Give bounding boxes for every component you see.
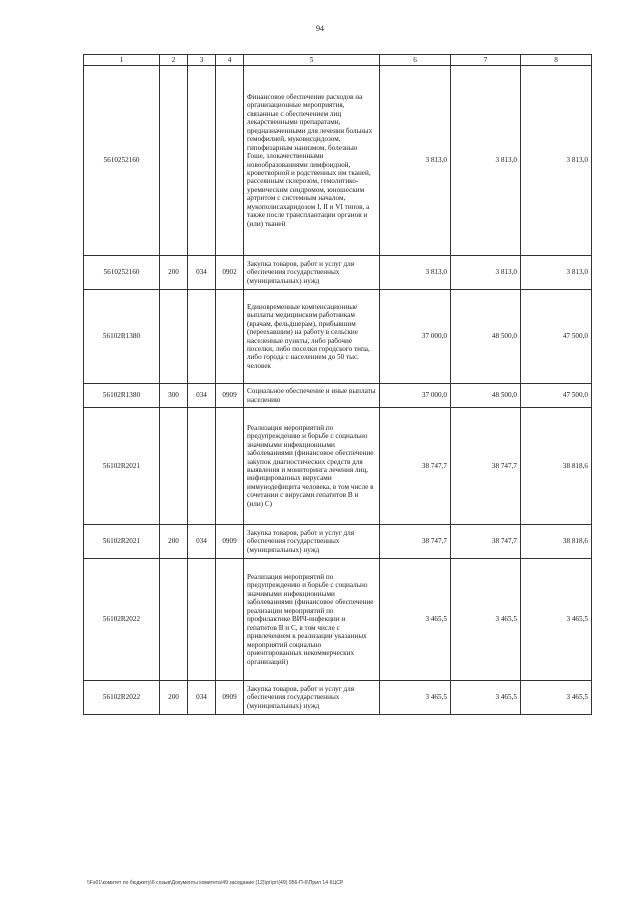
amount-col7: 38 747,7	[451, 525, 521, 559]
expense-type	[160, 408, 188, 525]
header-row	[84, 55, 592, 66]
amount-col8: 3 813,0	[521, 66, 592, 256]
department-code: 034	[188, 256, 216, 290]
department-code	[188, 408, 216, 525]
section-code	[216, 66, 244, 256]
amount-col8: 3 813,0	[521, 256, 592, 290]
target-code: 56102R2022	[84, 559, 160, 681]
expense-type	[160, 66, 188, 256]
table-row	[84, 384, 592, 408]
amount-col8: 47 500,0	[521, 290, 592, 384]
department-code: 034	[188, 525, 216, 559]
table-row	[84, 66, 592, 256]
amount-col6: 38 747,7	[380, 525, 451, 559]
department-code: 034	[188, 384, 216, 408]
table-row	[84, 408, 592, 525]
section-code: 0909	[216, 681, 244, 715]
section-code	[216, 408, 244, 525]
section-code	[216, 290, 244, 384]
budget-table	[83, 54, 592, 715]
file-path-footer: \\Fs01\комитет по бюджету\6 созыв\Документы комитета\49 заседание (12)\рг\рг\(49) 956-П-6\Прил 14 КЦСР	[87, 880, 344, 886]
amount-col6: 3 465,5	[380, 559, 451, 681]
expense-type: 300	[160, 384, 188, 408]
target-code: 56102R1380	[84, 290, 160, 384]
amount-col6: 3 465,5	[380, 681, 451, 715]
table-row	[84, 256, 592, 290]
section-code	[216, 559, 244, 681]
description: Социальное обеспечение и иные выплаты населению	[244, 384, 380, 408]
target-code: 56102R2022	[84, 681, 160, 715]
table-row	[84, 290, 592, 384]
section-code: 0909	[216, 384, 244, 408]
target-code: 5610252160	[84, 256, 160, 290]
target-code: 5610252160	[84, 66, 160, 256]
expense-type: 200	[160, 525, 188, 559]
amount-col7: 48 500,0	[451, 384, 521, 408]
amount-col6: 3 813,0	[380, 66, 451, 256]
target-code: 56102R1380	[84, 384, 160, 408]
header-cell: 5	[244, 55, 380, 66]
header-cell: 7	[451, 55, 521, 66]
header-cell: 3	[188, 55, 216, 66]
department-code	[188, 290, 216, 384]
section-code: 0909	[216, 525, 244, 559]
description: Реализация мероприятий по предупреждению и борьбе с социально значимыми инфекционными заболеваниями (финансовое обеспечение закупок диагностических средств для выявления и мониторинга лечения лиц, инфицированных вирусами иммунодефицита человека, в том числе в сочетании с вирусами гепатитов В и (или) С)	[244, 408, 380, 525]
amount-col6: 3 813,0	[380, 256, 451, 290]
amount-col8: 38 818,6	[521, 408, 592, 525]
table-row	[84, 681, 592, 715]
description: Единовременные компенсационные выплаты медицинским работникам (врачам, фельдшерам), прибывшим (переехавшим) на работу в сельские населенные пункты, либо рабочие поселки, либо поселки городского типа, либо города с населением до 50 тыс. человек	[244, 290, 380, 384]
department-code: 034	[188, 681, 216, 715]
amount-col6: 37 000,0	[380, 384, 451, 408]
header-cell: 4	[216, 55, 244, 66]
target-code: 56102R2021	[84, 525, 160, 559]
expense-type: 200	[160, 256, 188, 290]
table-row	[84, 559, 592, 681]
header-cell: 2	[160, 55, 188, 66]
description: Финансовое обеспечение расходов на организационные мероприятия, связанные с обеспечением лиц лекарственными препаратами, предназначенными для лечения больных гемофилией, муковисцидозом, гипофизарным нанизмом, болезнью Гоше, злокачественными новообразованиями лимфоидной, кроветворной и родственных им тканей, рассеянным склерозом, гемолитико-уремическим синдромом, юношеским артритом с системным началом, мукополисахаридозом I, II и VI типов, а также после трансплантации органов и (или) тканей	[244, 66, 380, 256]
amount-col8: 3 465,5	[521, 559, 592, 681]
description: Закупка товаров, работ и услуг для обеспечения государственных (муниципальных) нужд	[244, 525, 380, 559]
header-cell: 6	[380, 55, 451, 66]
amount-col7: 3 465,5	[451, 681, 521, 715]
amount-col6: 37 000,0	[380, 290, 451, 384]
amount-col7: 3 465,5	[451, 559, 521, 681]
expense-type	[160, 290, 188, 384]
amount-col8: 47 500,0	[521, 384, 592, 408]
amount-col7: 48 500,0	[451, 290, 521, 384]
table-row	[84, 525, 592, 559]
expense-type: 200	[160, 681, 188, 715]
page-number: 94	[316, 24, 324, 33]
target-code: 56102R2021	[84, 408, 160, 525]
expense-type	[160, 559, 188, 681]
amount-col8: 38 818,6	[521, 525, 592, 559]
description: Закупка товаров, работ и услуг для обеспечения государственных (муниципальных) нужд	[244, 681, 380, 715]
amount-col7: 3 813,0	[451, 66, 521, 256]
department-code	[188, 66, 216, 256]
amount-col6: 38 747,7	[380, 408, 451, 525]
amount-col7: 38 747,7	[451, 408, 521, 525]
description: Реализация мероприятий по предупреждению и борьбе с социально значимыми инфекционными заболеваниями (финансовое обеспечение реализации мероприятий по профилактике ВИЧ-инфекции и гепатитов В и С, в том числе с привлечением к реализации указанных мероприятий социально ориентированных некоммерческих организаций)	[244, 559, 380, 681]
section-code: 0902	[216, 256, 244, 290]
amount-col8: 3 465,5	[521, 681, 592, 715]
department-code	[188, 559, 216, 681]
amount-col7: 3 813,0	[451, 256, 521, 290]
header-cell: 1	[84, 55, 160, 66]
description: Закупка товаров, работ и услуг для обеспечения государственных (муниципальных) нужд	[244, 256, 380, 290]
header-cell: 8	[521, 55, 592, 66]
